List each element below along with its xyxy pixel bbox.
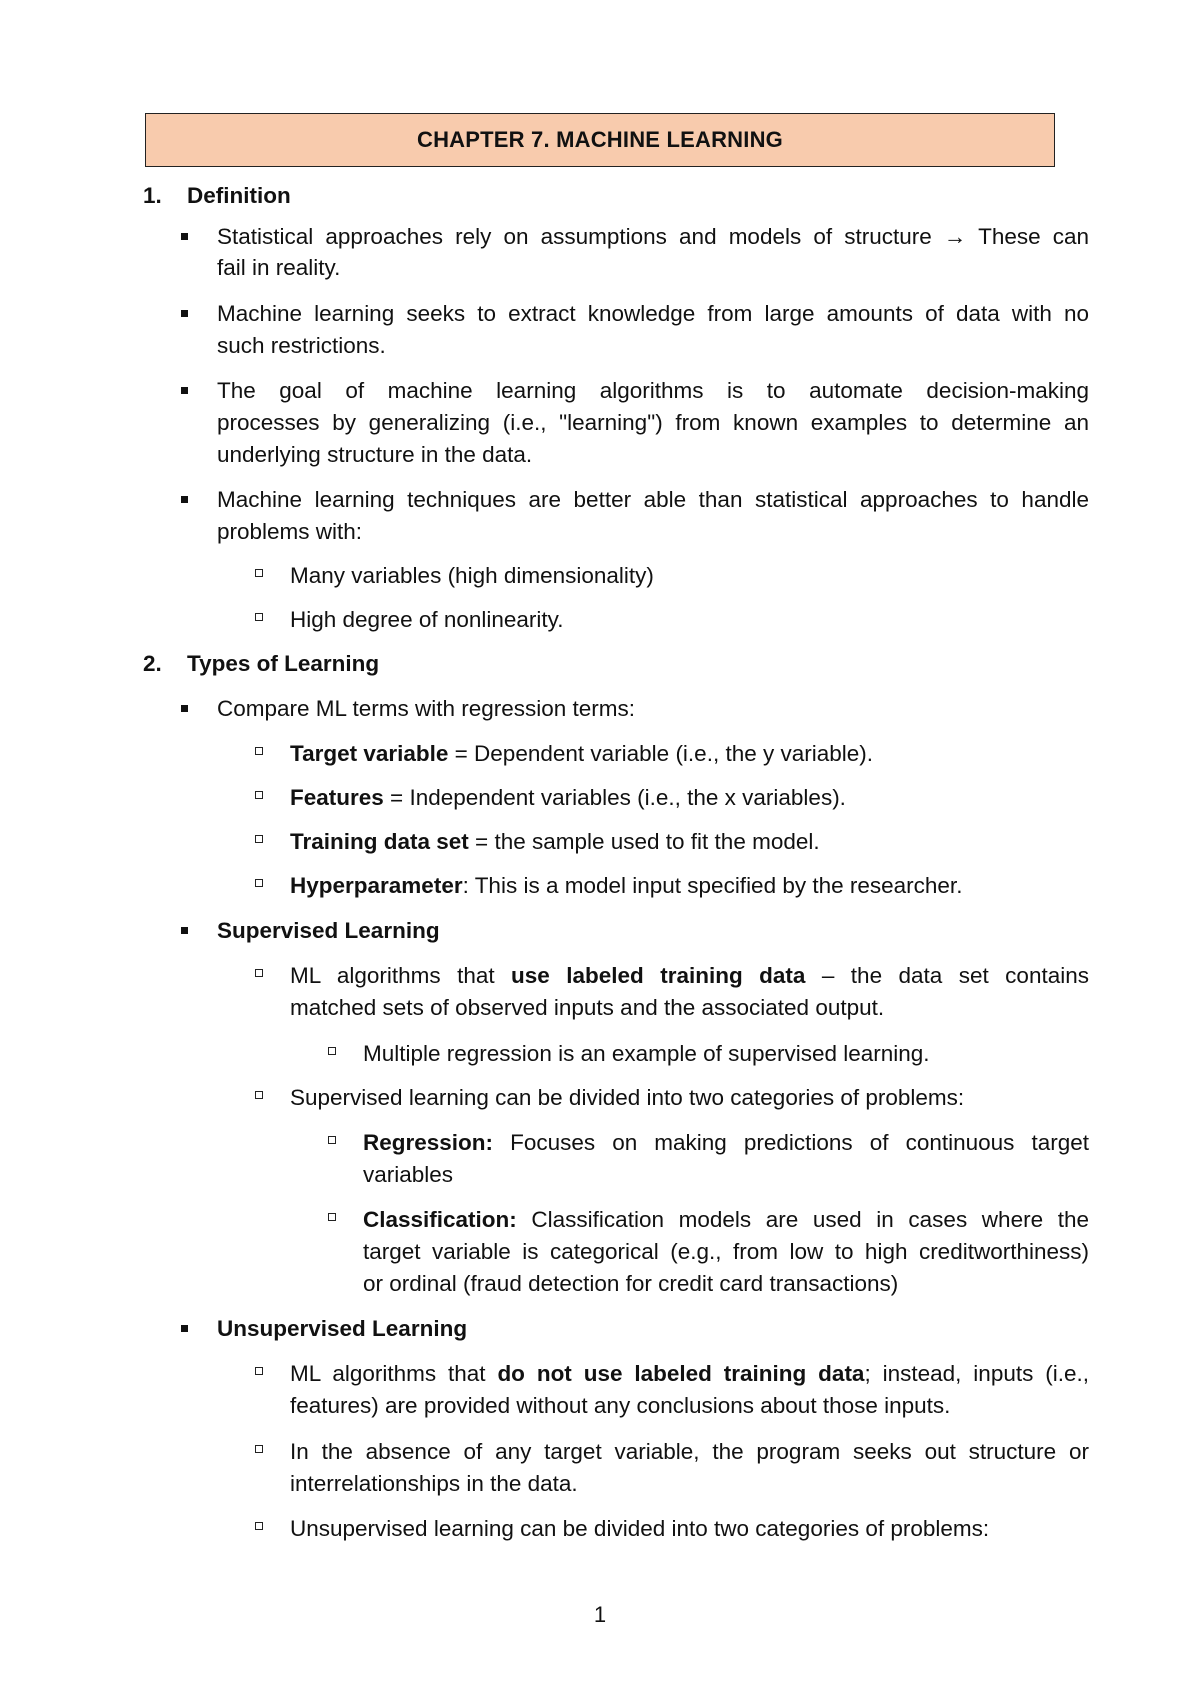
term-features: Features = Independent variables (i.e., the x variables). — [290, 785, 846, 810]
regression-line2: variables — [363, 1162, 454, 1187]
unsupervised-learning-title: Unsupervised Learning — [217, 1316, 468, 1341]
regression-line1: Regression: Focuses on making predictions of continuous target — [363, 1130, 1089, 1155]
square-bullet-icon — [181, 1325, 188, 1332]
unsupervised-b-line2: interrelationships in the data. — [290, 1471, 578, 1496]
s1-p3-line1: The goal of machine learning algorithms is to automate decision-making — [217, 378, 1089, 403]
square-bullet-icon — [181, 233, 188, 240]
chapter-title-box — [145, 113, 1055, 167]
hollow-square-bullet-icon — [328, 1213, 336, 1221]
section-1-number: 1. — [143, 183, 162, 208]
supervised-a-line1: ML algorithms that use labeled training data – the data set contains — [290, 963, 1089, 988]
square-bullet-icon — [181, 310, 188, 317]
s1-p3-line3: underlying structure in the data. — [217, 442, 533, 467]
s1-sub2: High degree of nonlinearity. — [290, 607, 564, 632]
unsupervised-a-line1: ML algorithms that do not use labeled training data; instead, inputs (i.e., — [290, 1361, 1089, 1386]
square-bullet-icon — [181, 927, 188, 934]
term-hyperparameter: Hyperparameter: This is a model input specified by the researcher. — [290, 873, 963, 898]
hollow-square-bullet-icon — [255, 613, 263, 621]
hollow-square-bullet-icon — [255, 969, 263, 977]
supervised-a-sub: Multiple regression is an example of supervised learning. — [363, 1041, 930, 1066]
hollow-square-bullet-icon — [328, 1136, 336, 1144]
supervised-b: Supervised learning can be divided into two categories of problems: — [290, 1085, 965, 1110]
supervised-learning-title: Supervised Learning — [217, 918, 440, 943]
unsupervised-c: Unsupervised learning can be divided into two categories of problems: — [290, 1516, 990, 1541]
hollow-square-bullet-icon — [255, 569, 263, 577]
section-1-title: Definition — [187, 183, 291, 208]
hollow-square-bullet-icon — [255, 1522, 263, 1530]
square-bullet-icon — [181, 705, 188, 712]
s2-compare: Compare ML terms with regression terms: — [217, 696, 636, 721]
s1-p4-line2: problems with: — [217, 519, 363, 544]
hollow-square-bullet-icon — [255, 879, 263, 887]
s1-p2-line2: such restrictions. — [217, 333, 386, 358]
classification-line1: Classification: Classification models are used in cases where the — [363, 1207, 1089, 1232]
unsupervised-b-line1: In the absence of any target variable, the program seeks out structure or — [290, 1439, 1089, 1464]
section-2-number: 2. — [143, 651, 162, 676]
s1-p1-line1: Statistical approaches rely on assumptions and models of structure → These can — [217, 224, 1089, 249]
unsupervised-a-line2: features) are provided without any conclusions about those inputs. — [290, 1393, 951, 1418]
hollow-square-bullet-icon — [255, 791, 263, 799]
s1-sub1: Many variables (high dimensionality) — [290, 563, 654, 588]
hollow-square-bullet-icon — [255, 1367, 263, 1375]
hollow-square-bullet-icon — [255, 835, 263, 843]
hollow-square-bullet-icon — [255, 747, 263, 755]
square-bullet-icon — [181, 496, 188, 503]
supervised-a-line2: matched sets of observed inputs and the associated output. — [290, 995, 885, 1020]
s1-p1-line2: fail in reality. — [217, 255, 341, 280]
page-number: 1 — [593, 1602, 607, 1627]
term-training-data-set: Training data set = the sample used to fit the model. — [290, 829, 820, 854]
section-2-title: Types of Learning — [187, 651, 380, 676]
hollow-square-bullet-icon — [255, 1091, 263, 1099]
square-bullet-icon — [181, 387, 188, 394]
classification-line3: or ordinal (fraud detection for credit card transactions) — [363, 1271, 899, 1296]
chapter-title: CHAPTER 7. MACHINE LEARNING — [417, 127, 783, 152]
hollow-square-bullet-icon — [328, 1047, 336, 1055]
s1-p2-line1: Machine learning seeks to extract knowledge from large amounts of data with no — [217, 301, 1089, 326]
term-target-variable: Target variable = Dependent variable (i.e., the y variable). — [290, 741, 874, 766]
hollow-square-bullet-icon — [255, 1445, 263, 1453]
s1-p3-line2: processes by generalizing (i.e., "learning") from known examples to determine an — [217, 410, 1089, 435]
classification-line2: target variable is categorical (e.g., from low to high creditworthiness) — [363, 1239, 1089, 1264]
s1-p4-line1: Machine learning techniques are better able than statistical approaches to handle — [217, 487, 1089, 512]
